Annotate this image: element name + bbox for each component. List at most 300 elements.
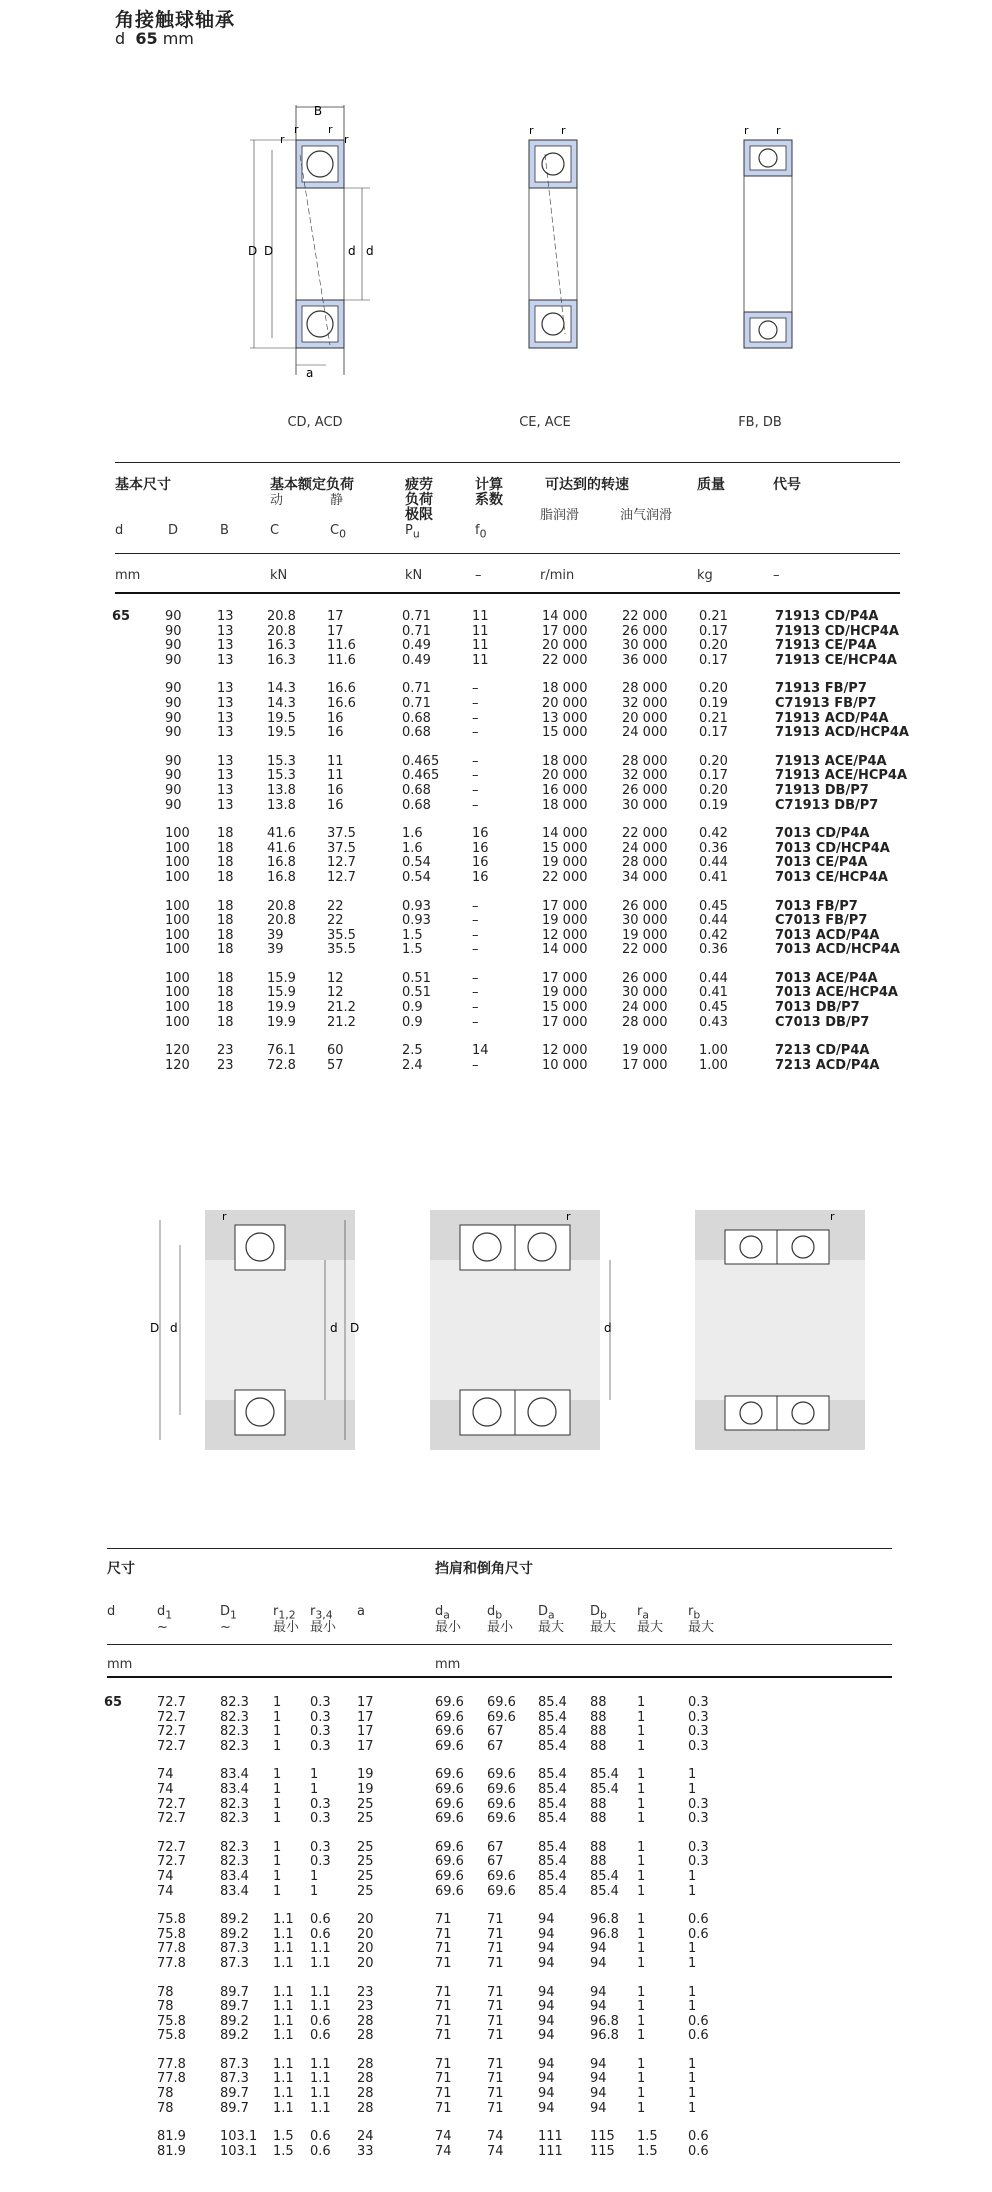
table-cell: 72.7: [157, 1796, 186, 1812]
table-cell: 18: [217, 1000, 234, 1016]
table-cell: 26 000: [622, 898, 668, 914]
table-cell: 69.6: [435, 1738, 464, 1754]
table-cell: 89.7: [220, 1999, 249, 2015]
table-cell: 0.465: [402, 768, 440, 784]
table-cell: 0.17: [699, 725, 728, 741]
table-cell: 0.3: [688, 1724, 709, 1740]
table2-mid-rule: [107, 1644, 892, 1645]
table-cell: 16: [472, 855, 489, 871]
table-row: [112, 1016, 909, 1031]
table-cell: 100: [165, 855, 190, 871]
table-cell: 0.3: [688, 1796, 709, 1812]
label-a: a: [306, 366, 314, 380]
table-cell: 23: [357, 1984, 374, 2000]
table-cell: 25: [357, 1868, 374, 1884]
t2-c-a: a: [357, 1604, 365, 1619]
table-cell: 0.6: [688, 2028, 709, 2044]
table-cell: 71: [487, 1955, 504, 1971]
table-cell: 71: [435, 2071, 452, 2087]
table-cell: 19: [357, 1781, 374, 1797]
t2-s-min3: 最小: [435, 1620, 462, 1635]
table-cell: 0.6: [310, 1926, 331, 1942]
table-cell: 1: [637, 2028, 646, 2044]
cell-d: [112, 914, 165, 929]
table-cell: 71: [435, 2100, 452, 2116]
page-subtitle: [115, 29, 194, 48]
table-cell: 71913 CD/HCP4A: [775, 623, 899, 639]
table-cell: –: [472, 898, 479, 914]
page-title: 角接触球轴承: [115, 9, 236, 31]
table-row: [112, 799, 909, 814]
table-cell: 20: [357, 1912, 374, 1928]
table-cell: –: [472, 970, 479, 986]
cell-d: [104, 2029, 157, 2044]
table-cell: 0.6: [688, 2013, 709, 2029]
table-cell: 85.4: [538, 1767, 567, 1783]
table-cell: 1: [310, 1781, 319, 1797]
table-cell: 28: [357, 2086, 374, 2102]
table-cell: 74: [487, 2143, 504, 2159]
cell-d: [104, 2015, 157, 2030]
table-cell: 16.8: [267, 869, 296, 885]
table-cell: 1: [637, 1738, 646, 1754]
table-cell: 94: [590, 2100, 607, 2116]
table-cell: 0.51: [402, 985, 431, 1001]
table-cell: 0.17: [699, 623, 728, 639]
table-row: [112, 972, 909, 987]
table-row: [112, 769, 909, 784]
table-cell: 13.8: [267, 797, 296, 813]
table-row: [104, 1913, 748, 1928]
table-cell: 35.5: [327, 927, 356, 943]
table-cell: 1.1: [273, 1999, 294, 2015]
table-cell: 19: [357, 1767, 374, 1783]
group-gap: [104, 2044, 748, 2058]
table-row: [112, 943, 909, 958]
table-row: [112, 625, 909, 640]
table-cell: 83.4: [220, 1781, 249, 1797]
table-cell: 85.4: [538, 1839, 567, 1855]
table-cell: 16.8: [267, 855, 296, 871]
table-cell: 17 000: [622, 1057, 668, 1073]
table-cell: 20 000: [542, 638, 588, 654]
table-cell: 94: [538, 2086, 555, 2102]
table-cell: 85.4: [538, 1854, 567, 1870]
table-cell: 90: [165, 710, 182, 726]
table-cell: 69.6: [487, 1796, 516, 1812]
table-cell: 28 000: [622, 753, 668, 769]
table-cell: 1.1: [273, 2086, 294, 2102]
table-cell: 1: [637, 1868, 646, 1884]
cell-d: [104, 1783, 157, 1798]
t1-c-C: C: [270, 523, 280, 538]
table-cell: 77.8: [157, 1941, 186, 1957]
table-cell: 74: [487, 2129, 504, 2145]
table-cell: 14: [472, 1043, 489, 1059]
table-cell: –: [472, 913, 479, 929]
t1-h-speed-oil: 油气润滑: [620, 508, 673, 523]
t2-c-ra-sub: a: [642, 1608, 649, 1622]
table-cell: 78: [157, 1999, 174, 2015]
table-cell: 0.3: [310, 1738, 331, 1754]
table-cell: 1.1: [273, 1941, 294, 1957]
table-cell: 72.7: [157, 1709, 186, 1725]
table-cell: 28: [357, 2056, 374, 2072]
table-row: [104, 2015, 748, 2030]
label-B: B: [313, 104, 323, 118]
table-row: [112, 914, 909, 929]
table-cell: 12: [327, 985, 344, 1001]
table-cell: 0.71: [402, 695, 431, 711]
table-cell: 82.3: [220, 1695, 249, 1710]
table-row: [104, 1798, 748, 1813]
table-cell: 1: [273, 1781, 282, 1797]
table-cell: 28: [357, 2071, 374, 2087]
cell-d: [104, 1768, 157, 1783]
table-cell: 33: [357, 2143, 374, 2159]
table-cell: 74: [157, 1868, 174, 1884]
group-gap: [112, 813, 909, 827]
table-cell: 71: [487, 1912, 504, 1928]
cell-d: [104, 1942, 157, 1957]
t2-c-db-main: d: [487, 1604, 496, 1619]
table-cell: 11.6: [327, 652, 356, 668]
table-cell: –: [472, 710, 479, 726]
table-cell: 12.7: [327, 869, 356, 885]
table-row: [104, 1870, 748, 1885]
table-cell: 72.7: [157, 1695, 186, 1710]
t2-c-db-sub: b: [495, 1608, 503, 1622]
bearing-drawing-ce-ace: [515, 120, 595, 360]
table-cell: 71: [435, 1999, 452, 2015]
table-cell: 77.8: [157, 2071, 186, 2087]
cell-d: [112, 755, 165, 770]
table-row: [112, 1059, 909, 1074]
table-cell: 15 000: [542, 1000, 588, 1016]
cell-d: [104, 1812, 157, 1827]
t2-c-rb-main: r: [688, 1604, 694, 1619]
table-cell: 15.3: [267, 768, 296, 784]
table-cell: 1: [688, 1767, 697, 1783]
table-cell: 18: [217, 985, 234, 1001]
table-cell: 1.5: [402, 942, 423, 958]
table1-body: [112, 610, 909, 1073]
table-cell: 1.6: [402, 826, 423, 842]
table-cell: 20.8: [267, 609, 296, 624]
table-cell: 94: [590, 1984, 607, 2000]
table-cell: 0.49: [402, 652, 431, 668]
table-cell: 94: [590, 2086, 607, 2102]
table-cell: 88: [590, 1724, 607, 1740]
label-r2-fb: r: [744, 124, 749, 137]
table-cell: 1.1: [310, 2056, 331, 2072]
label-db-tandem: d: [604, 1321, 612, 1335]
cell-d: [112, 871, 165, 886]
t1-c-B: B: [220, 523, 229, 538]
t2-s-max1: 最大: [538, 1620, 565, 1635]
t2-s-min1: 最小: [273, 1620, 300, 1635]
table-row: [112, 654, 909, 669]
table-cell: 13: [217, 797, 234, 813]
table-cell: 120: [165, 1057, 190, 1073]
table-cell: 1: [637, 1724, 646, 1740]
table-cell: 1.6: [402, 840, 423, 856]
table-cell: 94: [590, 1999, 607, 2015]
table-cell: 71: [487, 1941, 504, 1957]
table-cell: 1: [688, 1868, 697, 1884]
table-cell: 74: [157, 1781, 174, 1797]
table-cell: 1: [688, 2086, 697, 2102]
t2-u-mm2: mm: [435, 1657, 461, 1672]
subtitle-unit: mm: [162, 29, 194, 48]
table-cell: 94: [538, 2100, 555, 2116]
table-cell: 1: [637, 2100, 646, 2116]
table-cell: 1.1: [273, 2071, 294, 2087]
table-cell: 71: [435, 1955, 452, 1971]
cell-d: [104, 2058, 157, 2073]
table-cell: 1: [688, 1999, 697, 2015]
table-cell: 23: [217, 1043, 234, 1059]
table-row: [104, 1768, 748, 1783]
table-cell: 22 000: [622, 609, 668, 624]
table-cell: 71: [487, 1926, 504, 1942]
cell-d: [104, 1711, 157, 1726]
table-cell: 0.42: [699, 826, 728, 842]
table-cell: 0.44: [699, 913, 728, 929]
table-cell: 7013 DB/P7: [775, 1000, 860, 1016]
table-cell: 57: [327, 1057, 344, 1073]
table-row: [104, 1942, 748, 1957]
group-gap: [104, 1899, 748, 1913]
table-cell: 100: [165, 913, 190, 929]
table-cell: 71: [487, 2056, 504, 2072]
table-cell: 1.1: [273, 2028, 294, 2044]
table-cell: 71: [435, 2028, 452, 2044]
table-cell: 1: [688, 1984, 697, 2000]
t1-c-Pu: [405, 523, 420, 542]
table-cell: 18: [217, 942, 234, 958]
table-cell: 0.6: [688, 1912, 709, 1928]
table-cell: 100: [165, 970, 190, 986]
table-cell: 1.1: [273, 2100, 294, 2116]
table-cell: 1.1: [310, 1941, 331, 1957]
table-cell: 88: [590, 1811, 607, 1827]
label-da: d: [330, 1321, 338, 1335]
table-cell: 72.7: [157, 1811, 186, 1827]
table-cell: 22 000: [622, 826, 668, 842]
table-row: [112, 986, 909, 1001]
t1-h-calc: 计算 系数: [475, 477, 503, 508]
table-cell: 7013 FB/P7: [775, 898, 858, 914]
table-cell: 18: [217, 898, 234, 914]
table-cell: 1: [310, 1868, 319, 1884]
table-cell: 1.1: [273, 1912, 294, 1928]
table-cell: 0.68: [402, 710, 431, 726]
cell-d: [112, 726, 165, 741]
table-cell: 100: [165, 1014, 190, 1030]
table-cell: 85.4: [590, 1868, 619, 1884]
table-row: [104, 2102, 748, 2117]
table-cell: 0.3: [310, 1811, 331, 1827]
table-cell: 1: [637, 1709, 646, 1725]
table-cell: 14 000: [542, 942, 588, 958]
label-db: d: [170, 1321, 178, 1335]
cell-d: [112, 929, 165, 944]
table-cell: 1: [637, 2071, 646, 2087]
table-cell: 72.7: [157, 1724, 186, 1740]
table-cell: 90: [165, 638, 182, 654]
table-cell: 0.68: [402, 782, 431, 798]
table-cell: 94: [590, 1955, 607, 1971]
cell-d: [104, 1885, 157, 1900]
table-cell: 20: [357, 1941, 374, 1957]
table-cell: 69.6: [435, 1767, 464, 1783]
cell-d: [112, 712, 165, 727]
table-cell: 81.9: [157, 2129, 186, 2145]
table-cell: 89.7: [220, 1984, 249, 2000]
table-cell: 1: [310, 1767, 319, 1783]
t1-u-rmin: r/min: [540, 568, 575, 583]
table-cell: 71913 ACE/P4A: [775, 753, 887, 769]
mounting-drawing-single: [140, 1200, 370, 1460]
t1-u-mm: mm: [115, 568, 141, 583]
table1-top-rule: [115, 462, 900, 463]
table-cell: 96.8: [590, 2013, 619, 2029]
table-cell: 1: [637, 1839, 646, 1855]
table-cell: 15 000: [542, 840, 588, 856]
table-row: [112, 712, 909, 727]
table-cell: 71913 DB/P7: [775, 782, 869, 798]
t1-c-d: d: [115, 523, 124, 538]
table-cell: 100: [165, 942, 190, 958]
table-cell: 0.20: [699, 638, 728, 654]
table-cell: 24 000: [622, 840, 668, 856]
table-cell: 21.2: [327, 1000, 356, 1016]
table-cell: 28 000: [622, 1014, 668, 1030]
table-cell: 1.5: [273, 2129, 294, 2145]
table-cell: 1: [273, 1738, 282, 1754]
table-cell: 0.6: [688, 2129, 709, 2145]
table-cell: 41.6: [267, 826, 296, 842]
table-cell: 1: [637, 2056, 646, 2072]
table-cell: 90: [165, 768, 182, 784]
cell-d: [104, 1913, 157, 1928]
table-cell: 0.21: [699, 710, 728, 726]
caption-fb-db: FB, DB: [738, 415, 782, 430]
table-cell: 2.5: [402, 1043, 423, 1059]
table-cell: 1.1: [310, 1955, 331, 1971]
mounting-drawing-back-to-back: [690, 1200, 870, 1460]
cell-d: [104, 1957, 157, 1972]
table-row: [104, 1696, 748, 1711]
table-cell: 67: [487, 1724, 504, 1740]
table-cell: 0.3: [310, 1709, 331, 1725]
t2-c-da-sub: a: [443, 1608, 450, 1622]
table-cell: 0.6: [310, 1912, 331, 1928]
table-cell: 1.00: [699, 1057, 728, 1073]
table-cell: 13: [217, 623, 234, 639]
table-cell: 0.54: [402, 855, 431, 871]
table-cell: 28 000: [622, 855, 668, 871]
table-cell: 71913 CD/P4A: [775, 609, 879, 624]
table-cell: 74: [435, 2129, 452, 2145]
table-cell: 100: [165, 985, 190, 1001]
table-cell: 69.6: [487, 1868, 516, 1884]
table-cell: 18 000: [542, 753, 588, 769]
t1-h-speed-grease: 脂润滑: [540, 508, 580, 523]
table-cell: 15.9: [267, 985, 296, 1001]
table-cell: 82.3: [220, 1854, 249, 1870]
table-row: [112, 856, 909, 871]
table-cell: 71: [435, 2013, 452, 2029]
table-cell: 18: [217, 855, 234, 871]
table-cell: 1: [637, 2086, 646, 2102]
table-cell: 13: [217, 768, 234, 784]
table-cell: 13 000: [542, 710, 588, 726]
cell-d: 65: [112, 609, 131, 624]
table-cell: 1: [310, 1883, 319, 1899]
label-d1: d: [366, 244, 374, 258]
group-gap: [112, 958, 909, 972]
table-cell: 11: [472, 638, 489, 654]
table-cell: 0.71: [402, 623, 431, 639]
table-cell: 28: [357, 2028, 374, 2044]
t1-u-kN: kN: [270, 568, 288, 583]
table-cell: 1: [273, 1883, 282, 1899]
table-cell: 18: [217, 927, 234, 943]
caption-cd-acd: CD, ACD: [287, 415, 343, 430]
table-cell: 0.6: [310, 2143, 331, 2159]
table-cell: 82.3: [220, 1724, 249, 1740]
table-cell: 1: [273, 1796, 282, 1812]
table-cell: 94: [538, 1955, 555, 1971]
table-cell: 1: [273, 1695, 282, 1710]
table-cell: 16: [327, 797, 344, 813]
table-cell: 82.3: [220, 1811, 249, 1827]
table-cell: 69.6: [435, 1781, 464, 1797]
t1-h-fatigue: 疲劳 负荷 极限: [405, 477, 433, 523]
table-cell: 75.8: [157, 1926, 186, 1942]
group-gap: [112, 741, 909, 755]
table-cell: 1.1: [310, 2071, 331, 2087]
table-row: [112, 827, 909, 842]
table-cell: 94: [538, 1984, 555, 2000]
table-cell: 0.45: [699, 898, 728, 914]
table-cell: 23: [217, 1057, 234, 1073]
table-cell: 87.3: [220, 1941, 249, 1957]
t2-c-r12-sub: 1,2: [278, 1608, 296, 1622]
table-cell: 24 000: [622, 1000, 668, 1016]
table-cell: 25: [357, 1796, 374, 1812]
table-cell: 20: [357, 1955, 374, 1971]
cell-d: [112, 682, 165, 697]
cell-d: [112, 639, 165, 654]
t2-s-max3: 最大: [637, 1620, 664, 1635]
table-cell: 100: [165, 927, 190, 943]
table-cell: 96.8: [590, 1926, 619, 1942]
table-cell: –: [472, 797, 479, 813]
table-cell: 24 000: [622, 725, 668, 741]
group-gap: [112, 1030, 909, 1044]
table-cell: 69.6: [435, 1709, 464, 1725]
table-cell: 1: [637, 1999, 646, 2015]
table-cell: 100: [165, 898, 190, 914]
t1-u-kg: kg: [697, 568, 713, 583]
table-row: [104, 1885, 748, 1900]
table-cell: 1: [688, 1781, 697, 1797]
table-cell: –: [472, 942, 479, 958]
group-gap: [104, 1754, 748, 1768]
